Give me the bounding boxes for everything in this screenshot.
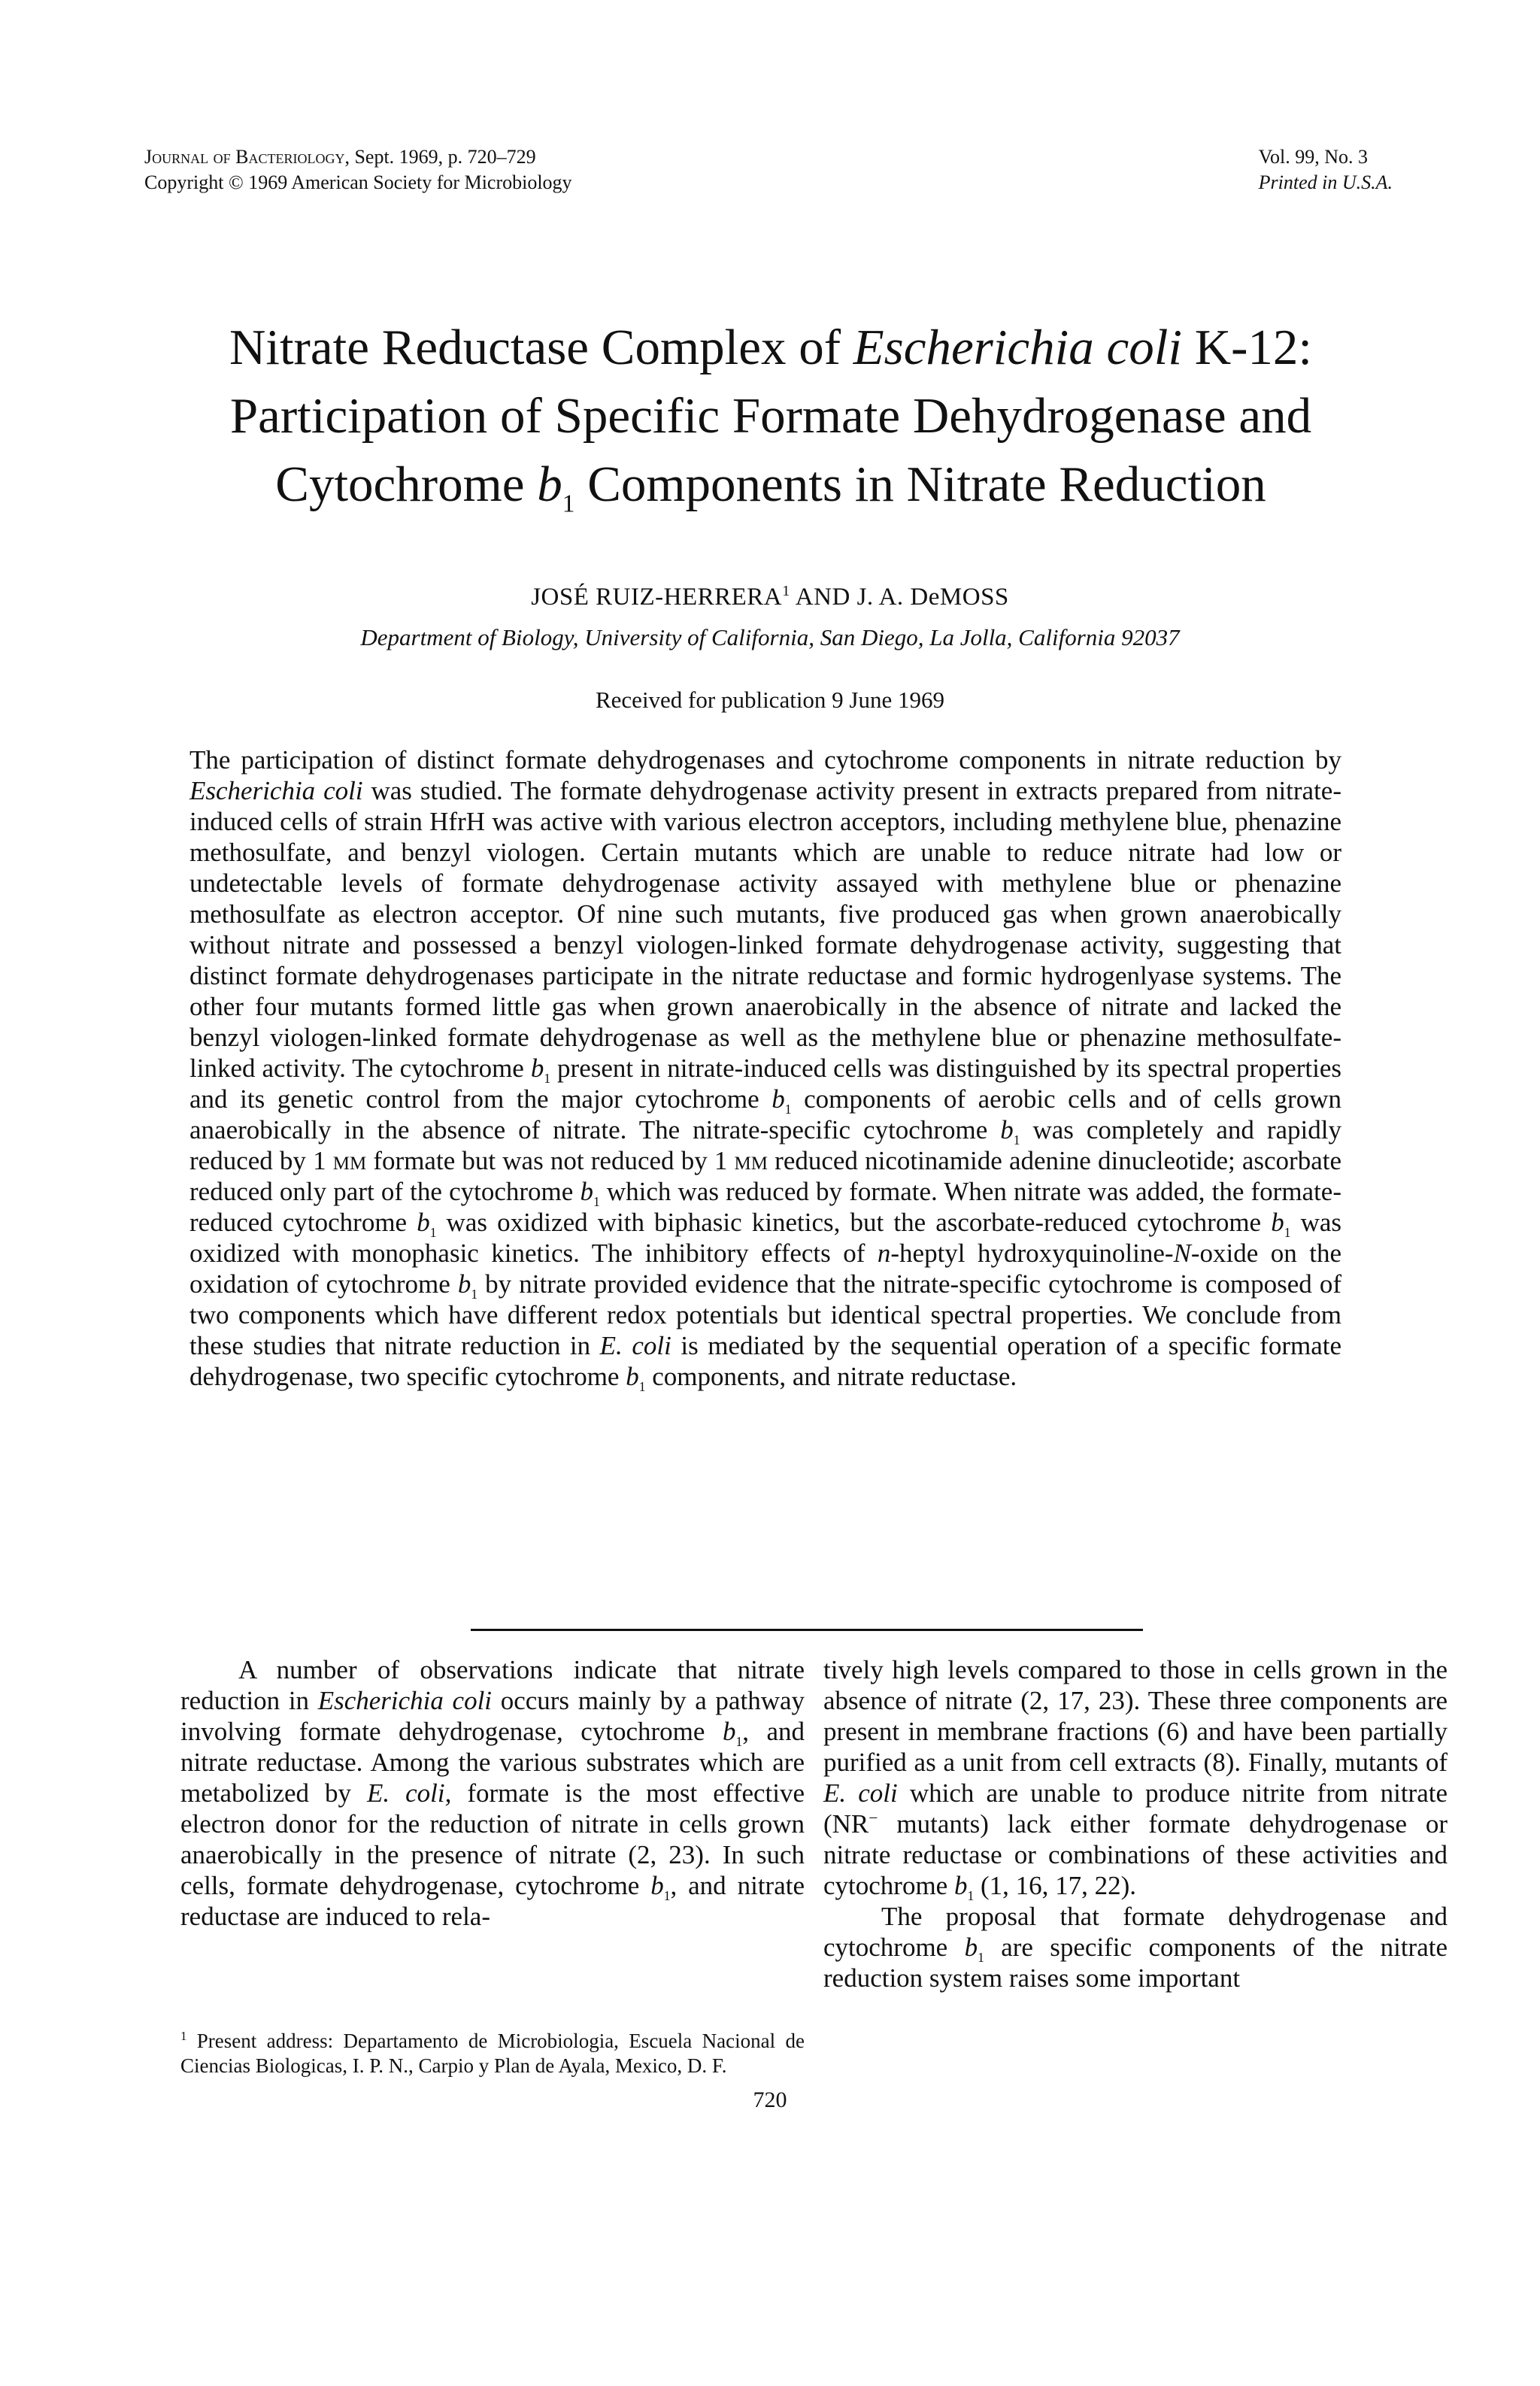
abstract [189, 744, 1341, 1392]
cytochrome-symbol: b [417, 1208, 430, 1237]
cytochrome-subscript: 1 [978, 1950, 984, 1965]
body-text: formate is the most effective electron donor for the reduction of nitrate in cells grown anaerobically in the presence of nitrate (2, 23). In such cells, formate dehydrogenase, cytochrome [180, 1778, 805, 1900]
body-italic: E. coli [823, 1778, 898, 1808]
author-line [0, 584, 1540, 611]
abstract-italic: n [877, 1238, 891, 1268]
abstract-text: was oxidized with biphasic kinetics, but the ascorbate-reduced cytochrome [436, 1208, 1272, 1237]
cytochrome-symbol: b [722, 1717, 736, 1746]
author-1-footnote-marker: 1 [782, 583, 790, 599]
unit-millimolar: mm [734, 1146, 768, 1175]
abstract-text: present in nitrate-induced cells was distinguished by its spectral properties and its genetic control from the major cytochrome [189, 1054, 1341, 1114]
abstract-text: was studied. The formate dehydrogenase activity present in extracts prepared from nitrate-induced cells of strain HfrH was active with various electron acceptors, including methylene blue, phenazine methosulfate, and benzyl viologen. Certain mutants which are unable to reduce nitrate had low or undetectable levels of formate dehydrogenase activity assayed with methylene blue or phenazine methosulfate as electron acceptor. Of nine such mutants, five produced gas when grown anaerobically without nitrate and possessed a benzyl viologen-linked formate dehydrogenase activity, suggesting that distinct formate dehydrogenases participate in the nitrate reductase and formic hydrogenlyase systems. The other four mutants formed little gas when grown anaerobically in the absence of nitrate and lacked the benzyl viologen-linked formate dehydrogenase as well as the methylene blue or phenazine methosulfate-linked activity. The cytochrome [189, 776, 1341, 1083]
body-italic: E. coli, [367, 1778, 452, 1808]
cytochrome-subscript: 1 [471, 1287, 478, 1302]
cytochrome-symbol: b [772, 1084, 785, 1114]
cytochrome-subscript: 1 [1284, 1225, 1291, 1240]
cytochrome-symbol: b [626, 1362, 639, 1391]
abstract-italic: N [1173, 1238, 1191, 1268]
title-genus: Escherichia coli [853, 319, 1182, 375]
body-text: (1, 16, 17, 22). [974, 1871, 1137, 1900]
body-text: tively high levels compared to those in cells grown in the absence of nitrate (2, 17, 23). These three components are present in membrane fractions (6) and have been partially purified as a unit from cell extracts (8). Finally, mutants of [823, 1655, 1448, 1777]
cytochrome-subscript: 1 [967, 1888, 975, 1903]
title-text-2: K-12: Participation of Specific Formate Dehydrogenase and Cytochrome [229, 319, 1313, 512]
affiliation: Department of Biology, University of California, San Diego, La Jolla, California 92037 [360, 624, 1180, 650]
abstract-text: reduced nicotinamide adenine dinucleotide; ascorbate reduced only part of the cytochrome [189, 1146, 1342, 1206]
cytochrome-symbol: b [1271, 1208, 1284, 1237]
printed-line: Printed in U.S.A. [1258, 171, 1393, 193]
footnote-marker: 1 [180, 2029, 187, 2043]
cytochrome-symbol: b [650, 1871, 664, 1900]
body-column-left [180, 1654, 805, 1932]
cytochrome-subscript: 1 [735, 1734, 743, 1749]
cytochrome-subscript: 1 [593, 1194, 600, 1209]
cytochrome-symbol: b [964, 1933, 978, 1962]
title-cytochrome-b: b [537, 456, 562, 512]
body-text: are specific components of the nitrate reduction system raises some important [823, 1933, 1448, 1993]
running-head-left [144, 144, 572, 196]
title-text-3: Components in Nitrate Reduction [574, 456, 1266, 512]
title-cytochrome-sub: 1 [562, 490, 575, 518]
article-title [135, 314, 1406, 519]
body-text: A number of observations indicate that nitrate reduction in [180, 1655, 805, 1715]
abstract-text: -oxide on the oxidation of cytochrome [189, 1238, 1342, 1299]
cytochrome-subscript: 1 [544, 1071, 551, 1086]
author-joiner: AND [790, 584, 857, 611]
abstract-text: by nitrate provided evidence that the nitrate-specific cytochrome is composed of two components which have different redox potentials but identical spectral properties. We conclude from these studies that nitrate reduction in [189, 1269, 1341, 1360]
body-text: , and nitrate reductase. Among the various substrates which are metabolized by [180, 1717, 805, 1808]
footnote-text: Present address: Departamento de Microbiologia, Escuela Nacional de Ciencias Biologicas, I. P. N., Carpio y Plan de Ayala, Mexico, D. F. [180, 2030, 805, 2077]
body-paragraph [823, 1901, 1448, 1993]
cytochrome-subscript: 1 [663, 1888, 671, 1903]
cytochrome-symbol: b [457, 1269, 471, 1299]
abstract-text: components of aerobic cells and of cells grown anaerobically in the absence of nitrate. The nitrate-specific cytochrome [189, 1084, 1341, 1144]
superscript-minus: − [869, 1808, 878, 1827]
abstract-text: The participation of distinct formate dehydrogenases and cytochrome components in nitrate reduction by [189, 745, 1341, 775]
footnote [180, 2029, 805, 2078]
author-1: JOSÉ RUIZ-HERRERA [531, 584, 783, 611]
abstract-text: was oxidized with monophasic kinetics. The inhibitory effects of [189, 1208, 1341, 1268]
body-text: mutants) lack either formate dehydrogenase or nitrate reductase or combinations of these activities and cytochrome [823, 1809, 1448, 1900]
body-italic: Escherichia coli [317, 1686, 493, 1715]
cytochrome-subscript: 1 [784, 1102, 792, 1117]
cytochrome-subscript: 1 [638, 1379, 646, 1394]
cytochrome-symbol: b [530, 1054, 544, 1083]
abstract-italic: E. coli [599, 1331, 671, 1360]
unit-millimolar: mm [332, 1146, 367, 1175]
abstract-text: was completely and rapidly reduced by 1 [189, 1115, 1342, 1175]
body-text: occurs mainly by a pathway involving formate dehydrogenase, cytochrome [180, 1686, 805, 1746]
issue-citation: , Sept. 1969, p. 720–729 [344, 146, 536, 168]
body-text: , and nitrate reductase are induced to rela- [180, 1871, 805, 1931]
cytochrome-symbol: b [580, 1177, 593, 1206]
section-divider [471, 1629, 1143, 1631]
running-head-right [1259, 144, 1393, 196]
abstract-italic: Escherichia coli [189, 776, 363, 805]
author-2: J. A. DeMOSS [856, 584, 1009, 611]
title-text-1: Nitrate Reductase Complex of [229, 319, 853, 375]
copyright-line: Copyright © 1969 American Society for Microbiology [144, 171, 572, 193]
body-paragraph [823, 1654, 1448, 1901]
body-text: which are unable to produce nitrite from nitrate (NR [823, 1778, 1448, 1839]
journal-citation [144, 144, 572, 170]
journal-name: Journal of Bacteriology [144, 146, 345, 168]
body-text: The proposal that formate dehydrogenase and cytochrome [823, 1902, 1448, 1962]
body-column-right [823, 1654, 1448, 1993]
abstract-text: components, and nitrate reductase. [645, 1362, 1017, 1391]
abstract-text: is mediated by the sequential operation of a specific formate dehydrogenase, two specific cytochrome [189, 1331, 1341, 1391]
cytochrome-symbol: b [953, 1871, 968, 1900]
cytochrome-symbol: b [1000, 1115, 1014, 1144]
page-number: 720 [753, 2087, 787, 2112]
cytochrome-subscript: 1 [429, 1225, 437, 1240]
cytochrome-subscript: 1 [1013, 1132, 1020, 1148]
received-date: Received for publication 9 June 1969 [595, 687, 945, 713]
volume-line: Vol. 99, No. 3 [1258, 146, 1369, 168]
abstract-text: which was reduced by formate. When nitrate was added, the formate-reduced cytochrome [189, 1177, 1341, 1237]
abstract-text: formate but was not reduced by 1 [366, 1146, 735, 1175]
abstract-text: -heptyl hydroxyquinoline- [890, 1238, 1174, 1268]
